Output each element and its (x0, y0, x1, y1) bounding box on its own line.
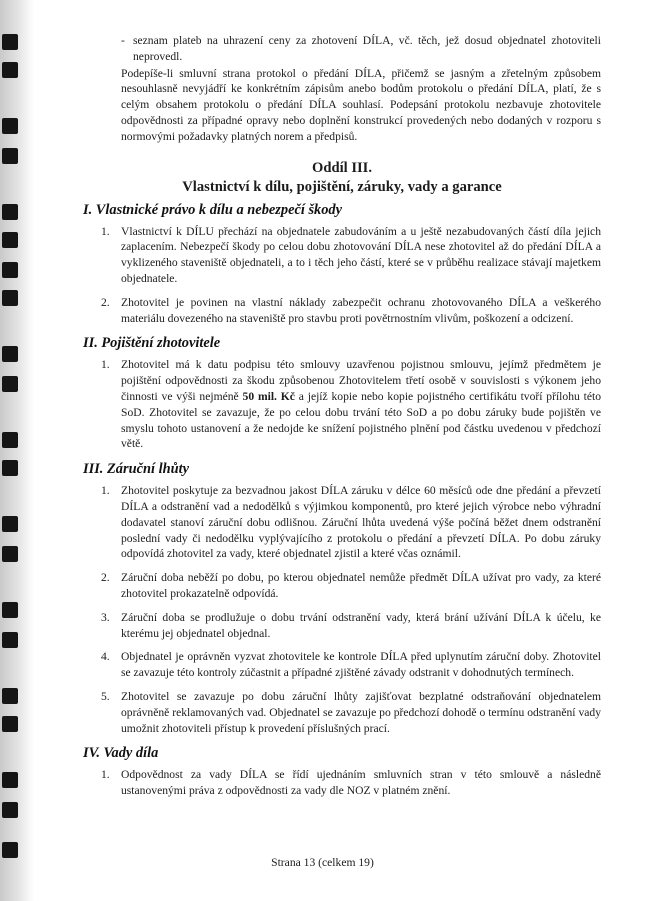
item-number: 1. (101, 358, 110, 372)
binding-hole (2, 118, 18, 134)
subsection-heading: III. Záruční lhůty (83, 461, 189, 478)
subsection-heading: IV. Vady díla (83, 745, 159, 762)
item-number: 1. (101, 484, 110, 498)
item-number: 1. (101, 768, 110, 782)
list-item (83, 357, 601, 452)
page-footer: Strana 13 (celkem 19) (271, 856, 374, 869)
list-item (83, 295, 601, 327)
item-text-part: Zhotovitel má k datu podpisu této smlouvy uzavřenou pojistnou smlouvu, jejímž předmětem je pojištění odpovědnosti za škodu způsobenou Zhotovitelem třetí osobě v souvislosti s výkonem jeho činnosti ve výši nejméně (121, 358, 601, 403)
subsection-defects (83, 744, 601, 799)
binding-hole (2, 346, 18, 362)
subsection-insurance (83, 334, 601, 452)
binding-hole (2, 204, 18, 220)
binding-hole (2, 688, 18, 704)
binding-hole (2, 632, 18, 648)
insurance-amount: 50 mil. Kč (242, 389, 295, 403)
binding-hole (2, 432, 18, 448)
subsection-ownership (83, 201, 601, 327)
binding-hole (2, 716, 18, 732)
binding-hole (2, 34, 18, 50)
section-title: Vlastnictví k dílu, pojištění, záruky, vady a garance (182, 178, 502, 195)
list-item (83, 483, 601, 562)
list-item (83, 649, 601, 681)
item-text: Záruční doba neběží po dobu, po kterou objednatel nemůže předmět DÍLA užívat pro vady, za které zhotovitel prokazatelně odpovídá. (121, 571, 601, 600)
list-item (83, 767, 601, 799)
item-text: Zhotovitel poskytuje za bezvadnou jakost DÍLA záruku v délce 60 měsíců ode dne předání a převzetí DÍLA a odstranění vad a nedodělků s výjimkou komponentů, pro které jejich výrobce nebo výhradní dodavatel stanoví záruční dobu odlišnou. Záruční lhůta uvedená výše počíná běžet dnem odstranění poslední vady či nedodělku vyplývajícího z protokolu o předání a převzetí DÍLA. Po dobu záruky odpovídá zhotovitel za vady, které objednatel zjistil a které včas oznámil. (121, 484, 601, 561)
binding-hole (2, 772, 18, 788)
binding-hole (2, 232, 18, 248)
binding-hole (2, 290, 18, 306)
subsection-heading: II. Pojištění zhotovitele (83, 335, 221, 352)
list-item (83, 224, 601, 287)
list-item (83, 610, 601, 642)
bullet-item (83, 33, 601, 65)
item-text: Zhotovitel je povinen na vlastní náklady zabezpečit ochranu zhotovovaného DÍLA a veškerého materiálu dovezeného na staveniště pro stavbu proti povětrnostním vlivům, poškození a odcizení. (121, 295, 601, 325)
section-number: Oddíl III. (311, 159, 373, 176)
binding-hole (2, 376, 18, 392)
list-item (83, 570, 601, 602)
item-text-part: a jejíž kopie nebo kopie pojistného certifikátu tvoří přílohu této SoD. Zhotovitel se zavazuje, že po celou dobu trvání této SoD a po dobu záruky bude pojištěn ve smyslu tohoto ustanovení a že nedojde ke snížení pojistného plnění pod částku uvedenou v předchozí větě. (121, 389, 601, 451)
binding-hole (2, 262, 18, 278)
subsection-heading: I. Vlastnické právo k dílu a nebezpečí škody (83, 201, 343, 218)
binding-hole (2, 62, 18, 78)
item-number: 1. (101, 224, 110, 238)
document-page (83, 33, 601, 807)
item-number: 2. (101, 571, 110, 585)
binding-hole (2, 516, 18, 532)
binding-hole (2, 148, 18, 164)
item-text: Zhotovitel se zavazuje po dobu záruční lhůty zajišťovat bezplatné odstraňování objednatelem oprávněně reklamovaných vad. Objednatel se zavazuje po předchozí dohodě o termínu odstranění vady umožnit zhotoviteli přístup k provedení příslušných prací. (121, 689, 601, 735)
item-number: 2. (101, 295, 110, 309)
item-text (121, 357, 601, 452)
bullet-text: seznam plateb na uhrazení ceny za zhotovení DÍLA, vč. těch, jež dosud objednatel zhotoviteli neprovedl. (133, 34, 601, 63)
bullet-mark: - (121, 34, 125, 47)
binding-hole (2, 802, 18, 818)
item-text: Záruční doba se prodlužuje o dobu trvání odstranění vady, která brání užívání DÍLA k účelu, ke kterému jej objednatel objednal. (121, 610, 601, 640)
binding-hole (2, 546, 18, 562)
binding-edge (0, 0, 34, 901)
binding-hole (2, 602, 18, 618)
subsection-warranty (83, 460, 601, 736)
item-text: Odpovědnost za vady DÍLA se řídí ujednáním smluvních stran v této smlouvě a následně ustanovenými práva z odpovědnosti za vady dle NOZ v platném znění. (121, 768, 601, 798)
item-number: 3. (101, 610, 110, 624)
binding-hole (2, 460, 18, 476)
item-number: 5. (101, 689, 110, 703)
item-text: Vlastnictví k DÍLU přechází na objednatele zabudováním a u ještě nezabudovaných částí díla jejich zaplacením. Nebezpečí škody po celou dobu zhotovování DÍLA nese zhotovitel až do předání DÍLA a vyklizeného staveniště objednateli, a to i těch jeho částí, které se v průběhu realizace stávají majetkem objednatele. (121, 224, 601, 285)
closing-paragraph: Podepíše-li smluvní strana protokol o předání DÍLA, přičemž se jasným a zřetelným způsobem nesouhlasně nevyjádří ke konkrétním zápisům anebo bodům protokolu o předání DÍLA, platí, že s celým obsahem protokolu o předání DÍLA souhlasí. Podepsání protokolu nezbavuje zhotovitele odpovědnosti za případné opravy nebo doplnění konstrukcí provedených nebo dodaných v rozporu s normovými požadavky platných norem a předpisů. (121, 66, 601, 143)
item-number: 4. (101, 650, 110, 664)
item-text: Objednatel je oprávněn vyzvat zhotovitele ke kontrole DÍLA před uplynutím záruční doby. Zhotovitel se zavazuje této kontroly zúčastnit a případné zjištěné závady odstranit v dohodnutých termínech. (121, 650, 601, 680)
list-item (83, 689, 601, 736)
